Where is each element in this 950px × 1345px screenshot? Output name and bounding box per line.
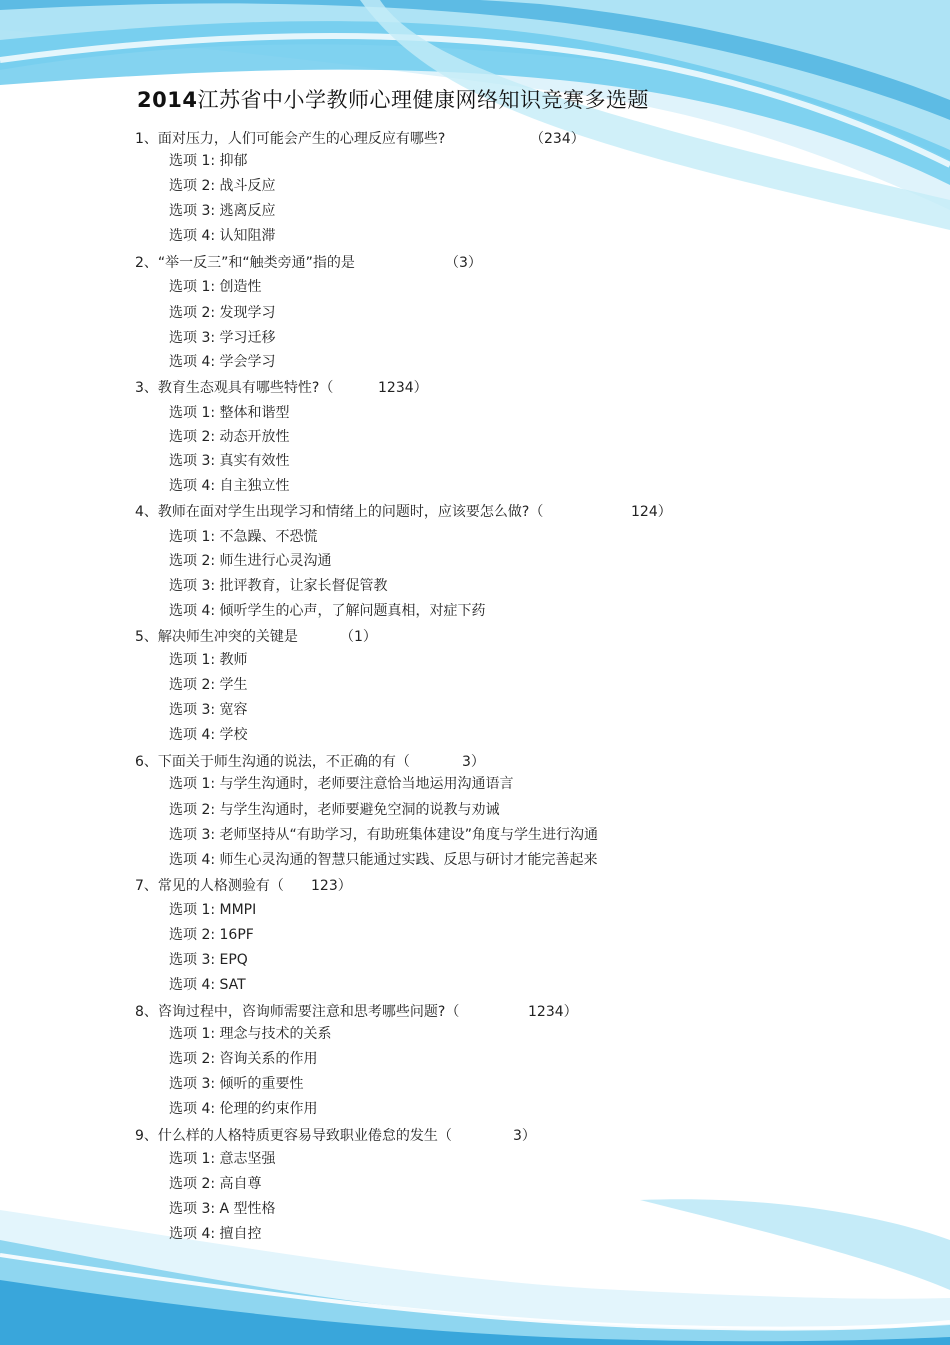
option-item: 选项 1: 抑郁 xyxy=(169,153,248,169)
option-item: 选项 1: 创造性 xyxy=(169,279,262,295)
option-item: 选项 3: 倾听的重要性 xyxy=(169,1076,304,1092)
option-item: 选项 4: SAT xyxy=(169,977,246,993)
page-title xyxy=(137,84,649,114)
option-item: 选项 2: 发现学习 xyxy=(169,305,276,321)
question-4 xyxy=(135,501,672,521)
question-answer: 3） xyxy=(462,754,485,770)
option-item: 选项 4: 学会学习 xyxy=(169,354,276,370)
question-8 xyxy=(135,1001,578,1021)
option-item: 选项 1: 与学生沟通时，老师要注意恰当地运用沟通语言 xyxy=(169,776,514,792)
option-item: 选项 3: EPQ xyxy=(169,952,248,968)
option-item: 选项 4: 自主独立性 xyxy=(169,478,290,494)
question-stem: 9、什么样的人格特质更容易导致职业倦怠的发生（ xyxy=(135,1128,452,1144)
option-item: 选项 3: A 型性格 xyxy=(169,1201,276,1217)
option-item: 选项 3: 学习迁移 xyxy=(169,330,276,346)
question-answer: 123） xyxy=(311,878,352,894)
question-9 xyxy=(135,1125,536,1145)
question-stem: 6、下面关于师生沟通的说法，不正确的有（ xyxy=(135,754,410,770)
option-item: 选项 4: 伦理的约束作用 xyxy=(169,1101,318,1117)
option-item: 选项 2: 与学生沟通时，老师要避免空洞的说教与劝诫 xyxy=(169,802,500,818)
option-item: 选项 3: 宽容 xyxy=(169,702,248,718)
question-answer: （1） xyxy=(340,629,377,645)
option-item: 选项 4: 倾听学生的心声，了解问题真相，对症下药 xyxy=(169,603,486,619)
question-stem: 5、解决师生冲突的关键是 xyxy=(135,629,298,645)
option-item: 选项 4: 师生心灵沟通的智慧只能通过实践、反思与研讨才能完善起来 xyxy=(169,852,598,868)
option-item: 选项 2: 16PF xyxy=(169,927,254,943)
option-item: 选项 2: 动态开放性 xyxy=(169,429,290,445)
option-item: 选项 1: 整体和谐型 xyxy=(169,405,290,421)
title-text: 江苏省中小学教师心理健康网络知识竞赛多选题 xyxy=(197,88,649,112)
option-item: 选项 1: 教师 xyxy=(169,652,248,668)
option-item: 选项 1: 不急躁、不恐慌 xyxy=(169,529,318,545)
question-stem: 4、教师在面对学生出现学习和情绪上的问题时，应该要怎么做?（ xyxy=(135,504,544,520)
question-answer: 3） xyxy=(513,1128,536,1144)
question-7 xyxy=(135,875,352,895)
option-item: 选项 3: 真实有效性 xyxy=(169,453,290,469)
question-stem: 1、面对压力，人们可能会产生的心理反应有哪些? xyxy=(135,131,446,147)
option-item: 选项 2: 学生 xyxy=(169,677,248,693)
question-answer: 124） xyxy=(631,504,672,520)
option-item: 选项 1: 意志坚强 xyxy=(169,1151,276,1167)
question-answer: 1234） xyxy=(378,380,428,396)
option-item: 选项 4: 擅自控 xyxy=(169,1226,262,1242)
question-stem: 8、咨询过程中，咨询师需要注意和思考哪些问题?（ xyxy=(135,1004,460,1020)
question-2 xyxy=(135,252,482,272)
option-item: 选项 3: 批评教育，让家长督促管教 xyxy=(169,578,388,594)
question-1 xyxy=(135,128,585,148)
option-item: 选项 1: MMPI xyxy=(169,902,257,918)
title-year: 2014 xyxy=(137,88,198,112)
option-item: 选项 2: 咨询关系的作用 xyxy=(169,1051,318,1067)
option-item: 选项 3: 老师坚持从“有助学习，有助班集体建设”角度与学生进行沟通 xyxy=(169,827,599,843)
question-answer: （3） xyxy=(445,255,482,271)
question-stem: 7、常见的人格测验有（ xyxy=(135,878,284,894)
option-item: 选项 1: 理念与技术的关系 xyxy=(169,1026,332,1042)
option-item: 选项 4: 学校 xyxy=(169,727,248,743)
question-answer: 1234） xyxy=(528,1004,578,1020)
option-item: 选项 2: 战斗反应 xyxy=(169,178,276,194)
option-item: 选项 3: 逃离反应 xyxy=(169,203,276,219)
option-item: 选项 2: 师生进行心灵沟通 xyxy=(169,553,332,569)
question-stem: 2、“举一反三”和“触类旁通”指的是 xyxy=(135,255,355,271)
option-item: 选项 4: 认知阻滞 xyxy=(169,228,276,244)
question-stem: 3、教育生态观具有哪些特性?（ xyxy=(135,380,334,396)
question-5 xyxy=(135,626,377,646)
question-6 xyxy=(135,751,485,771)
question-answer: （234） xyxy=(530,131,585,147)
question-3 xyxy=(135,377,428,397)
option-item: 选项 2: 高自尊 xyxy=(169,1176,262,1192)
